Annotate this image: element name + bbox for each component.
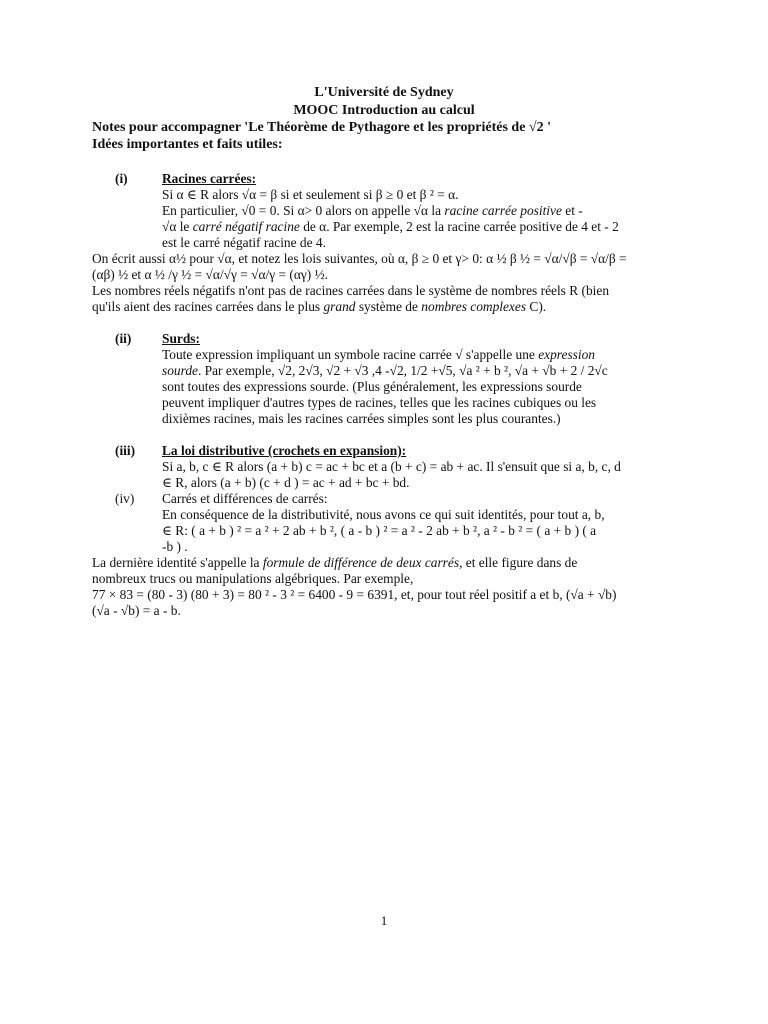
section-1-para-2: (αβ) ½ et α ½ /γ ½ = √α/√γ = √α/γ = (αγ) ½. (92, 267, 328, 282)
section-1-number: (i) (115, 171, 128, 186)
section-2-line-2: sourde. Par exemple, √2, 2√3, √2 + √3 ,4 -√2, 1/2 +√5, √a ² + b ², √a + √b + 2 / 2√c (162, 363, 608, 378)
section-2-line-4: peuvent impliquer d'autres types de racines, telles que les racines cubiques ou les (162, 395, 597, 410)
section-1-line-4: est le carré négatif racine de 4. (162, 235, 326, 250)
section-2-line-3: sont toutes des expressions sourde. (Plus généralement, les expressions sourde (162, 379, 582, 394)
section-3-number: (iii) (115, 443, 136, 458)
section-1-para-1: On écrit aussi α½ pour √α, et notez les lois suivantes, où α, β ≥ 0 et γ> 0: α ½ β ½ = √α/√β = √α/β = (92, 251, 627, 266)
ideas-heading: Idées importantes et faits utiles: (92, 137, 283, 152)
section-3-line-1: Si a, b, c ∈ R alors (a + b) c = ac + bc et a (b + c) = ab + ac. Il s'ensuit que si a, b, c, d (162, 459, 621, 474)
section-3-line-2: ∈ R, alors (a + b) (c + d ) = ac + ad + bc + bd. (162, 475, 410, 490)
section-2-number: (ii) (115, 331, 132, 346)
section-1-para-4: qu'ils aient des racines carrées dans le plus grand système de nombres complexes C). (92, 299, 547, 314)
section-4-line-2: ∈ R: ( a + b ) ² = a ² + 2 ab + b ², ( a - b ) ² = a ² - 2 ab + b ², a ² - b ² = ( a + b ) ( a (162, 523, 597, 538)
section-1-line-2: En particulier, √0 = 0. Si α> 0 alors on appelle √α la racine carrée positive et - (162, 203, 583, 218)
section-4-number: (iv) (115, 491, 135, 506)
course-title: MOOC Introduction au calcul (293, 103, 475, 118)
section-3-title: La loi distributive (crochets en expansion): (162, 443, 407, 458)
closing-line-2: nombreux trucs ou manipulations algébriques. Par exemple, (92, 571, 414, 586)
section-2-line-1: Toute expression impliquant un symbole racine carrée √ s'appelle une expression (162, 347, 595, 362)
section-1-para-3: Les nombres réels négatifs n'ont pas de racines carrées dans le système de nombres réels R (bien (92, 283, 610, 298)
closing-line-4: (√a - √b) = a - b. (92, 603, 181, 618)
section-4-line-3: -b ) . (162, 539, 188, 554)
section-1-line-1: Si α ∈ R alors √α = β si et seulement si β ≥ 0 et β ² = α. (162, 187, 459, 202)
section-4-line-1: En conséquence de la distributivité, nous avons ce qui suit identités, pour tout a, b, (162, 507, 605, 522)
notes-heading: Notes pour accompagner 'Le Théorème de Pythagore et les propriétés de √2 ' (92, 120, 551, 135)
section-1-line-3: √α le carré négatif racine de α. Par exemple, 2 est la racine carrée positive de 4 et - 2 (162, 219, 619, 234)
closing-line-1: La dernière identité s'appelle la formule de différence de deux carrés, et elle figure dans de (92, 555, 578, 570)
closing-line-3: 77 × 83 = (80 - 3) (80 + 3) = 80 ² - 3 ² = 6400 - 9 = 6391, et, pour tout réel positif a et b, (√a + √b) (92, 587, 617, 602)
page-number: 1 (380, 913, 388, 928)
section-2-line-5: dixièmes racines, mais les racines carrées simples sont les plus courantes.) (162, 411, 561, 426)
section-4-title: Carrés et différences de carrés: (162, 491, 328, 506)
section-1-title: Racines carrées: (162, 171, 257, 186)
university-title: L'Université de Sydney (314, 85, 454, 100)
section-2-title: Surds: (162, 331, 200, 346)
